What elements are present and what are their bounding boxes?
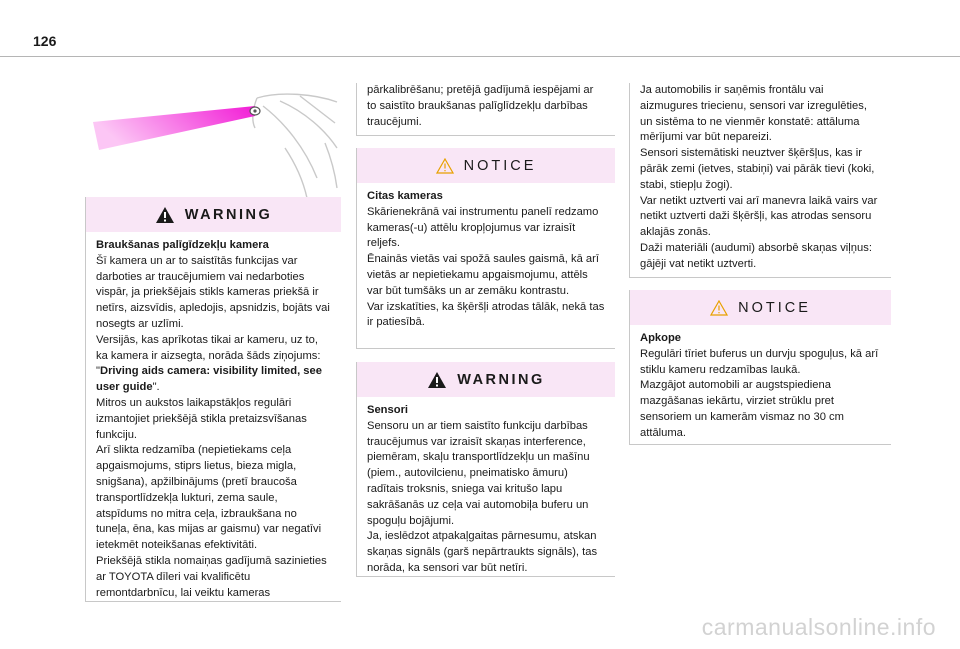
notice-box-cameras [356,148,615,349]
continued-text-box-3 [629,83,891,278]
continued-text-3: Ja automobilis ir saņēmis frontālu vai aizmugures triecienu, sensori var izregulēties, un sistēma to ne vienmēr konstatē: attāluma mērījumi var būt nepareizi. Sensori sistemātiski neuztver šķēršļus, kas ir pārāk zemi (ietves, stabiņi) vai pārāk tievi (koki, stabi, stiepļu žogi). Var netikt uztverti vai arī manevra laikā vairs var netikt uztverti daži šķēršļi, kas atrodas sensoru aklajās zonās. Daži materiāli (audumi) absorbē skaņas viļņus: gājēji vat netikt uztverti. [640,84,878,270]
notice-heading-2: Apkope [640,332,682,344]
notice-body-2 [630,325,891,450]
warning-text-sensors: Sensoru un ar tiem saistīto funkciju darbības traucējumus var izraisīt skaņas interference, piemēram, skaļu transportlīdzekļu un mašīnu (piem., autovilcienu, pneimatisko āmuru) radītais troksnis, sniega vai kritušo lapu sakrāšanās uz ceļa vai automobiļa buferu un spoguļu bojājumi. Ja, ieslēdzot atpakaļgaitas pārnesumu, atskan skaņas signāls (garš nepārtraukts signāls), tas norāda, ka sensori var būt netīri. [367,419,598,574]
notice-triangle-icon [710,300,728,316]
warning-header-2 [357,362,615,397]
continued-text-box-2 [356,83,615,136]
warning-heading-2: Sensori [367,404,409,416]
notice-box-maintenance [629,290,891,445]
camera-beam [93,106,255,150]
warning-title-2: WARNING [457,371,545,388]
camera-illustration [85,88,340,198]
warning-text-1: Šī kamera un ar to saistītās funkcijas var darboties ar traucējumiem vai nedarboties vispār, ja priekšējais stikls kameras priekšā ir netīrs, aizsvīdis, apledojis, apsnidzis, bojāts vai nosegts ar uzlīmi. Versijās, kas aprīkotas tikai ar kameru, uz to, ka kamera ir aizsegta, norāda šāds ziņojums: " [96,254,330,378]
warning-box-camera [85,197,341,602]
notice-text-maintenance: Regulāri tīriet buferus un durvju spoguļus, kā arī stiklu kameru redzamības laukā. Mazgājot automobili ar augstspiediena mazgāšanas iekārtu, virziet strūklu pret sensoriem un kamerām vismaz no 30 cm attāluma. [640,347,879,439]
warning-header [86,197,341,232]
notice-text: Skārienekrānā vai instrumentu panelī redzamo kameras(-u) attēlu kropļojumus var izraisīt reljefs. Ēnainās vietās vai spožā saules gaismā, kā arī vietās ar nepietiekamu apgaismojumu, attēls var būt tumšāks un ar zemāku kontrastu. Var izskatīties, ka šķēršļi atrodas tālāk, nekā tas ir patiesībā. [367,205,605,329]
warning-heading: Braukšanas palīgīdzekļu kamera [96,239,269,251]
warning-title: WARNING [184,206,273,223]
warning-message: Driving aids camera: visibility limited, see user guide [96,365,322,394]
warning-body [86,232,341,609]
warning-box-sensors [356,362,615,577]
watermark: carmanualsonline.info [701,614,936,640]
notice-triangle-icon [436,158,454,174]
notice-title-2: NOTICE [738,299,811,316]
continued-text-2: pārkalibrēšanu; pretējā gadījumā iespējami ar to saistīto braukšanas palīglīdzekļu darbības traucējumi. [367,84,594,128]
warning-text-2: ". Mitros un aukstos laikapstākļos regulāri izmantojiet priekšējā stikla pretaizsvīšanas funkciju. Arī slikta redzamība (nepietiekams ceļa apgaismojums, stiprs lietus, bieza migla, snigšana), apžilbinājums (pretī braucoša transportlīdzekļa lukturi, zema saule, atspīdums no mitra ceļa, izbraukšana no tuneļa, ēna, kas mijas ar gaismu) var negatīvi ietekmēt noteikšanas efektivitāti. Priekšējā stikla nomaiņas gadījumā sazinieties ar TOYOTA dīleri vai kvalificētu remontdarbnīcu, lai veiktu kameras [96,381,327,599]
notice-header-2 [630,290,891,325]
camera-icon [250,107,260,115]
notice-title: NOTICE [463,157,537,174]
page-number: 126 [33,33,57,49]
notice-heading: Citas kameras [367,190,443,202]
notice-body [357,183,615,339]
top-rule [0,56,960,57]
warning-triangle-icon [155,206,175,224]
warning-body-2 [357,397,615,585]
notice-header [357,148,615,183]
warning-triangle-icon [427,371,447,389]
